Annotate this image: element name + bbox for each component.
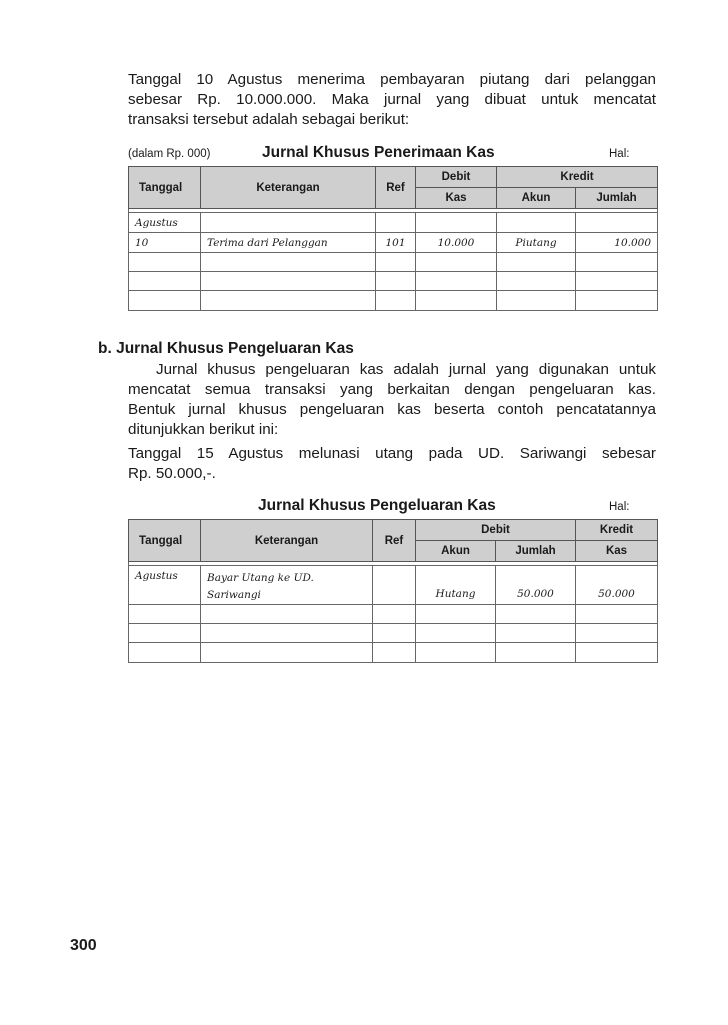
cell-ref [376, 272, 416, 291]
cell-kas [576, 643, 658, 663]
hal-label: Hal: [609, 148, 630, 160]
cell-akun [497, 272, 576, 291]
cell-tanggal [129, 291, 201, 311]
header-ref: Ref [373, 520, 416, 562]
cell-ref [373, 624, 416, 643]
cell-kas: 10.000 [416, 233, 497, 253]
cell-keterangan [201, 605, 373, 624]
cell-akun: Hutang [416, 566, 496, 605]
header-keterangan: Keterangan [201, 520, 373, 562]
cell-kas [416, 291, 497, 311]
keterangan-line: Bayar Utang ke UD. [207, 572, 314, 584]
header-jumlah: Jumlah [576, 188, 658, 209]
table-row [129, 291, 658, 311]
cell-tanggal: Agustus [129, 213, 201, 233]
table-row [129, 643, 658, 663]
section-b-line: ditunjukkan berikut ini: [128, 421, 279, 438]
cell-akun: Piutang [497, 233, 576, 253]
header-keterangan: Keterangan [201, 167, 376, 209]
header-kas: Kas [576, 541, 658, 562]
header-tanggal: Tanggal [129, 167, 201, 209]
cell-keterangan [201, 272, 376, 291]
table-row [129, 624, 658, 643]
jurnal-pengeluaran-title: Jurnal Khusus Pengeluaran Kas [258, 497, 496, 514]
cell-ref [373, 643, 416, 663]
cell-tanggal [129, 624, 201, 643]
header-kredit: Kredit [576, 520, 658, 541]
header-kredit: Kredit [497, 167, 658, 188]
cell-jumlah: 50.000 [496, 566, 576, 605]
page-number: 300 [70, 937, 97, 954]
cell-keterangan [201, 566, 373, 605]
intro-line: sebesar Rp. 10.000.000. Maka jurnal yang dibuat untuk mencatat [128, 91, 656, 108]
section-b-line: Jurnal khusus pengeluaran kas adalah jurnal yang digunakan untuk [156, 361, 656, 378]
cell-tanggal [129, 253, 201, 272]
cell-akun [497, 253, 576, 272]
intro-line: Tanggal 10 Agustus menerima pembayaran piutang dari pelanggan [128, 71, 656, 88]
table-row [129, 213, 658, 233]
cell-ref [376, 253, 416, 272]
section-b-line: Tanggal 15 Agustus melunasi utang pada UD. Sariwangi sebesar [128, 445, 656, 462]
cell-kas [576, 605, 658, 624]
table-row [129, 253, 658, 272]
header-debit: Debit [416, 520, 576, 541]
section-b-line: Bentuk jurnal khusus pengeluaran kas beserta contoh pencatatannya [128, 401, 656, 418]
cell-jumlah [576, 213, 658, 233]
cell-keterangan [201, 291, 376, 311]
jurnal-penerimaan-title: Jurnal Khusus Penerimaan Kas [262, 144, 495, 161]
cell-keterangan [201, 253, 376, 272]
header-akun: Akun [416, 541, 496, 562]
section-b-line: Rp. 50.000,-. [128, 465, 216, 482]
cell-keterangan [201, 213, 376, 233]
keterangan-line: Sariwangi [207, 589, 261, 601]
header-akun: Akun [497, 188, 576, 209]
cell-kas [416, 213, 497, 233]
cell-jumlah [576, 291, 658, 311]
cell-kas [416, 272, 497, 291]
cell-keterangan [201, 624, 373, 643]
table-row [129, 566, 658, 605]
table-row [129, 233, 658, 253]
cell-tanggal [129, 643, 201, 663]
cell-ref: 101 [376, 233, 416, 253]
cell-akun [497, 213, 576, 233]
cell-tanggal [129, 605, 201, 624]
unit-note: (dalam Rp. 000) [128, 148, 211, 160]
cell-kas [416, 253, 497, 272]
cell-tanggal: Agustus [129, 566, 201, 605]
header-kas: Kas [416, 188, 497, 209]
cell-akun [416, 643, 496, 663]
jurnal-pengeluaran-table [128, 519, 658, 663]
jurnal-penerimaan-table [128, 166, 658, 311]
cell-jumlah [496, 624, 576, 643]
hal-label: Hal: [609, 501, 630, 513]
cell-kas [576, 624, 658, 643]
cell-ref [376, 291, 416, 311]
header-debit: Debit [416, 167, 497, 188]
intro-line: transaksi tersebut adalah sebagai berikut: [128, 111, 410, 128]
cell-jumlah [496, 605, 576, 624]
cell-tanggal: 10 [129, 233, 201, 253]
header-ref: Ref [376, 167, 416, 209]
section-b-heading: b. Jurnal Khusus Pengeluaran Kas [98, 340, 354, 357]
cell-jumlah [496, 643, 576, 663]
cell-ref [376, 213, 416, 233]
table-row [129, 605, 658, 624]
cell-akun [497, 291, 576, 311]
cell-keterangan: Terima dari Pelanggan [201, 233, 376, 253]
header-tanggal: Tanggal [129, 520, 201, 562]
intro-paragraph [128, 70, 656, 130]
cell-jumlah [576, 272, 658, 291]
header-jumlah: Jumlah [496, 541, 576, 562]
cell-ref [373, 566, 416, 605]
cell-tanggal [129, 272, 201, 291]
cell-akun [416, 605, 496, 624]
section-b-line: mencatat semua transaksi yang berkaitan dengan pengeluaran kas. [128, 381, 656, 398]
cell-ref [373, 605, 416, 624]
table-row [129, 272, 658, 291]
cell-kas: 50.000 [576, 566, 658, 605]
cell-keterangan [201, 643, 373, 663]
section-b-paragraph [128, 360, 656, 484]
cell-jumlah: 10.000 [576, 233, 658, 253]
cell-akun [416, 624, 496, 643]
cell-jumlah [576, 253, 658, 272]
